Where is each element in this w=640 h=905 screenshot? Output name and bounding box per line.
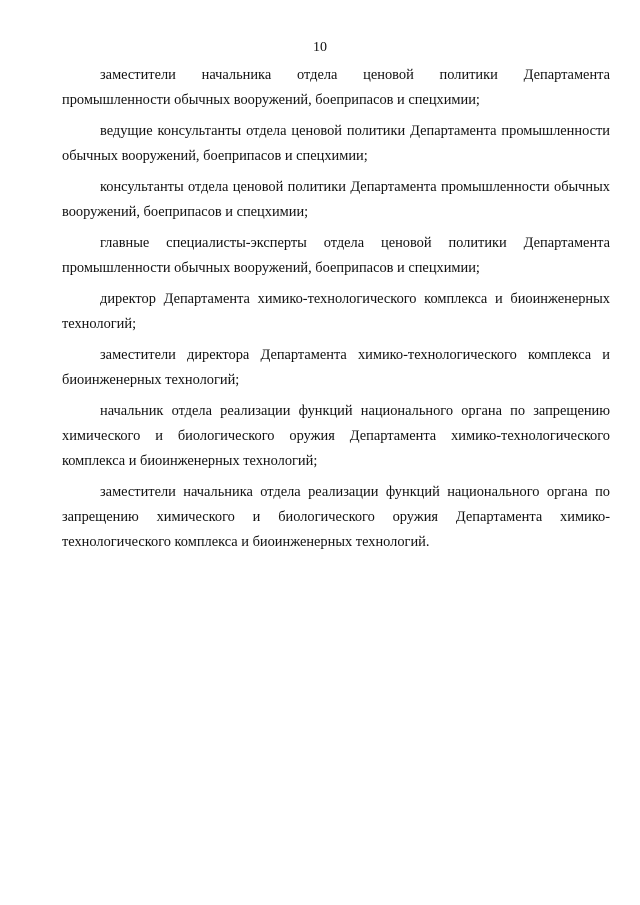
list-item: заместители начальника отдела ценовой политики Департамента промышленности обычных вооружений, боеприпасов и спецхимии;	[62, 67, 610, 108]
list-item: главные специалисты-эксперты отдела ценовой политики Департамента промышленности обычных вооружений, боеприпасов и спецхимии;	[62, 235, 610, 276]
document-body	[62, 63, 610, 561]
list-item: начальник отдела реализации функций национального органа по запрещению химического и биологического оружия Департамента химико-технологического комплекса и биоинженерных технологий;	[62, 403, 610, 469]
list-item: ведущие консультанты отдела ценовой политики Департамента промышленности обычных вооружений, боеприпасов и спецхимии;	[62, 123, 610, 164]
list-item: заместители начальника отдела реализации функций национального органа по запрещению химического и биологического оружия Департамента химико-технологического комплекса и биоинженерных технологий.	[62, 484, 610, 550]
list-item: консультанты отдела ценовой политики Департамента промышленности обычных вооружений, боеприпасов и спецхимии;	[62, 179, 610, 220]
list-item: директор Департамента химико-технологического комплекса и биоинженерных технологий;	[62, 291, 610, 332]
list-item: заместители директора Департамента химико-технологического комплекса и биоинженерных технологий;	[62, 347, 610, 388]
page-number: 10	[313, 40, 327, 55]
